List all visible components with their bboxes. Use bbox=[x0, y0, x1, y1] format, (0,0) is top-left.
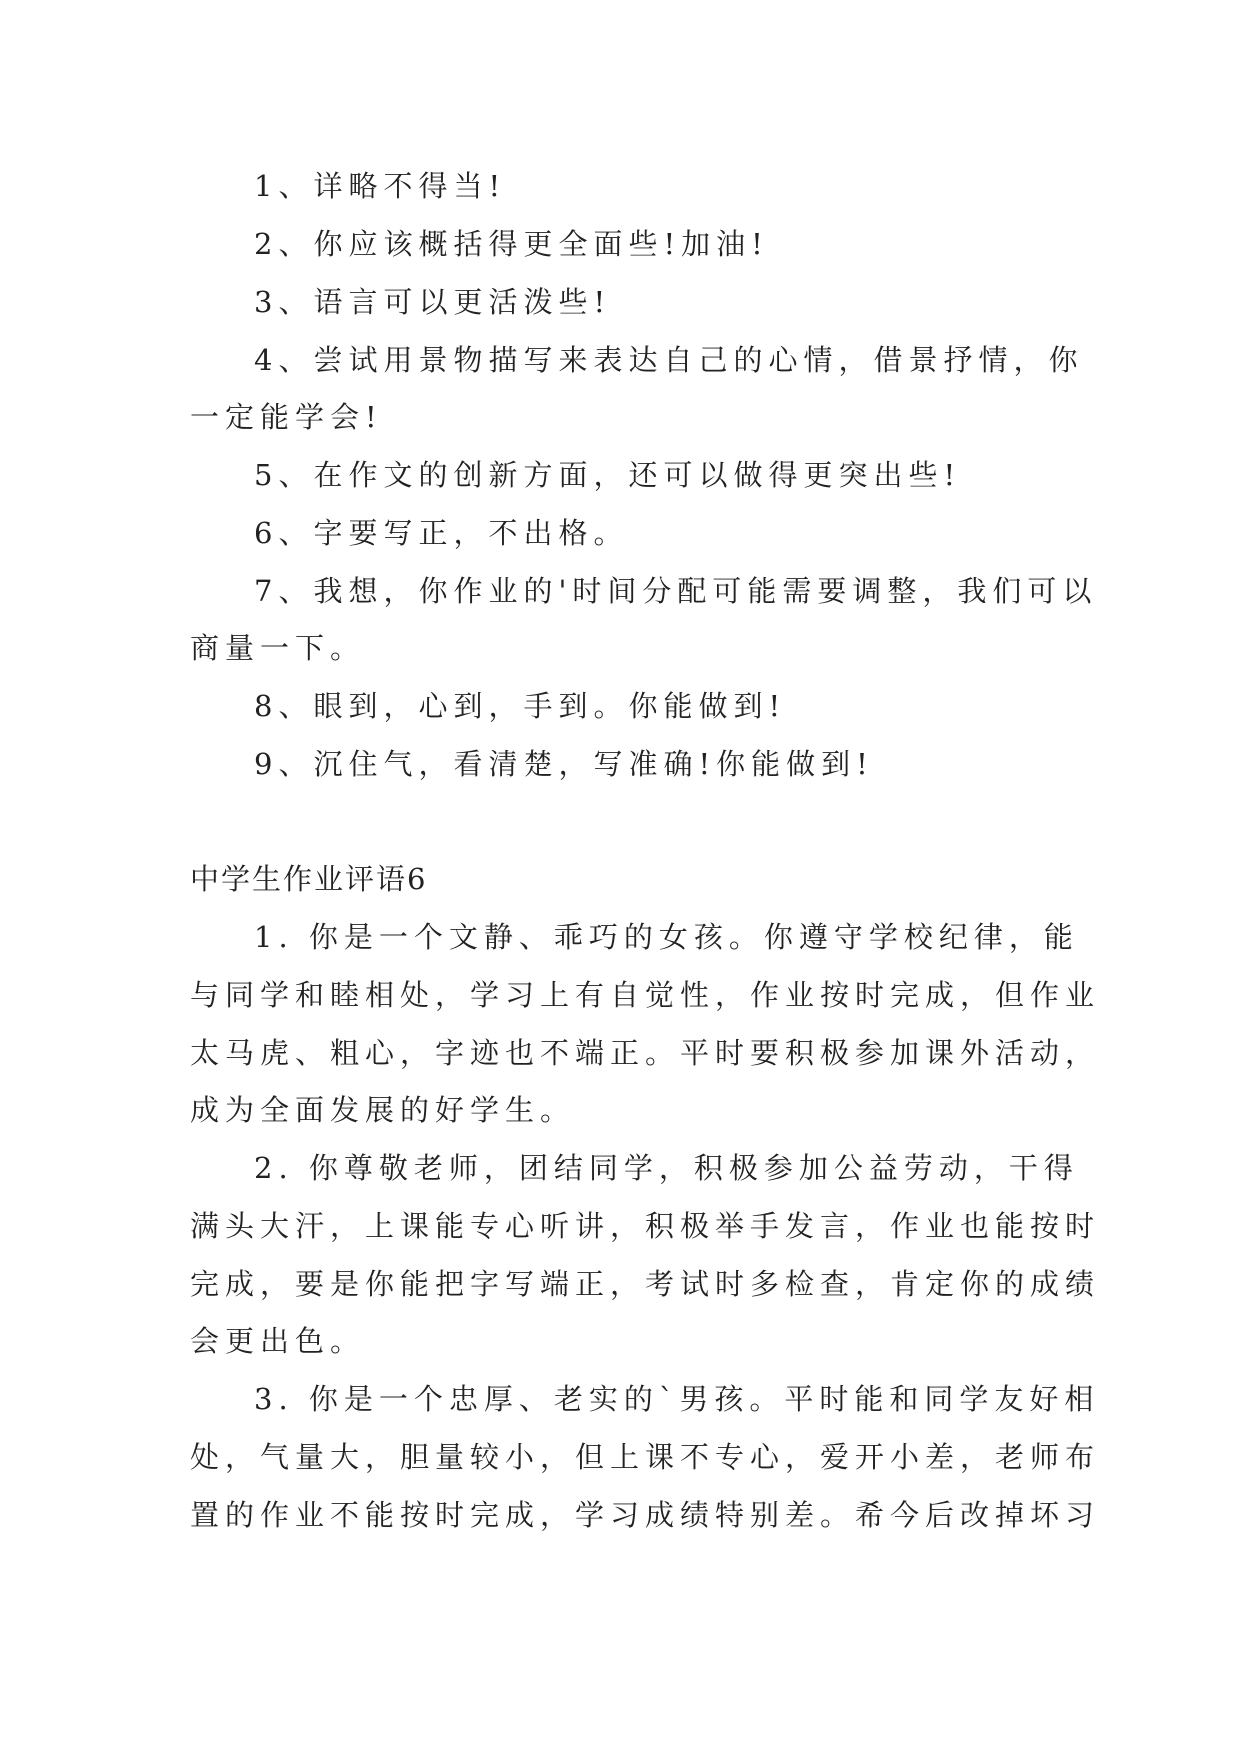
list-item-4-continued: 一定能学会! bbox=[190, 400, 383, 434]
comment-line: 1. 你是一个文静、乖巧的女孩。你遵守学校纪律，能 bbox=[254, 920, 1079, 954]
comment-line: 置的作业不能按时完成，学习成绩特别差。希今后改掉坏习 bbox=[190, 1498, 1101, 1532]
list-item-7-continued: 商量一下。 bbox=[190, 631, 366, 665]
list-item-9: 9、沉住气，看清楚，写准确!你能做到! bbox=[254, 747, 874, 781]
list-item-5: 5、在作文的创新方面，还可以做得更突出些! bbox=[254, 458, 962, 492]
list-item-8: 8、眼到，心到，手到。你能做到! bbox=[254, 689, 787, 723]
list-item-4: 4、尝试用景物描写来表达自己的心情，借景抒情，你 bbox=[254, 343, 1084, 377]
comment-line: 成为全面发展的好学生。 bbox=[190, 1093, 576, 1127]
list-item-3: 3、语言可以更活泼些! bbox=[254, 285, 612, 319]
list-item-1: 1、详略不得当! bbox=[254, 169, 507, 203]
list-item-7: 7、我想，你作业的'时间分配可能需要调整，我们可以 bbox=[254, 574, 1098, 608]
comment-line: 2. 你尊敬老师，团结同学，积极参加公益劳动，干得 bbox=[254, 1151, 1079, 1185]
comment-line: 与同学和睦相处，学习上有自觉性，作业按时完成，但作业 bbox=[190, 978, 1101, 1012]
list-item-6: 6、字要写正，不出格。 bbox=[254, 516, 629, 550]
comment-line: 会更出色。 bbox=[190, 1324, 366, 1358]
comment-line: 处，气量大，胆量较小，但上课不专心，爱开小差，老师布 bbox=[190, 1440, 1101, 1474]
section-heading: 中学生作业评语6 bbox=[190, 862, 428, 896]
comment-line: 满头大汗，上课能专心听讲，积极举手发言，作业也能按时 bbox=[190, 1209, 1101, 1243]
comment-line: 完成，要是你能把字写端正，考试时多检查，肯定你的成绩 bbox=[190, 1267, 1101, 1301]
comment-line: 太马虎、粗心，字迹也不端正。平时要积极参加课外活动， bbox=[190, 1036, 1101, 1070]
list-item-2: 2、你应该概括得更全面些!加油! bbox=[254, 227, 769, 261]
comment-line: 3. 你是一个忠厚、老实的`男孩。平时能和同学友好相 bbox=[254, 1382, 1100, 1416]
